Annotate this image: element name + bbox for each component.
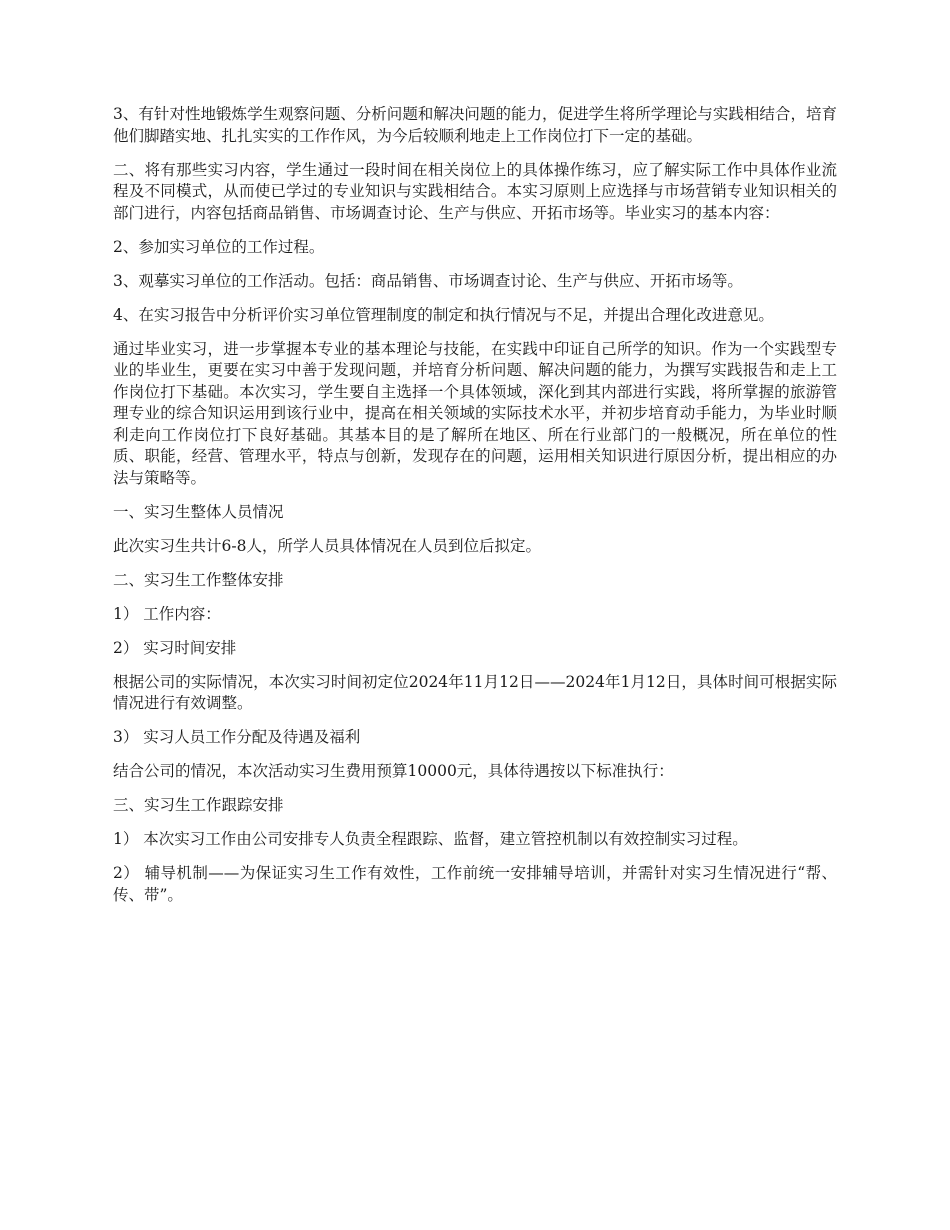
list-item-work-content: 1） 工作内容： <box>113 604 221 623</box>
section-heading-tracking: 三、实习生工作跟踪安排 <box>113 796 284 814</box>
paragraph-content-item-4: 4、在实习报告中分析评价实习单位管理制度的制定和执行情况与不足，并提出合理化改进意见。 <box>113 305 774 324</box>
paragraph-budget: 结合公司的情况，本次活动实习生费用预算10000元，具体待遇按以下标准执行： <box>113 762 674 780</box>
paragraph-objective-3: 3、有针对性地锻炼学生观察问题、分析问题和解决问题的能力，促进学生将所学理论与实践相结合，培育他们脚踏实地、扎扎实实的工作作风，为今后较顺利地走上工作岗位打下一定的基础。 <box>113 105 837 145</box>
paragraph-schedule-detail: 根据公司的实际情况，本次实习时间初定位2024年11月12日——2024年1月12日，具体时间可根据实际情况进行有效调整。 <box>113 672 837 712</box>
paragraph-purpose: 通过毕业实习，进一步掌握本专业的基本理论与技能，在实践中印证自己所学的知识。作为一个实践型专业的毕业生，更要在实习中善于发现问题，并培育分析问题、解决问题的能力，为撰写实践报告和走上工作岗位打下基础。本次实习，学生要自主选择一个具体领域，深化到其内部进行实践，将所掌握的旅游管理专业的综合知识运用到该行业中，提高在相关领域的实际技术水平，并初步培育动手能力，为毕业时顺利走向工作岗位打下良好基础。其基本目的是了解所在地区、所在行业部门的一般概况，所在单位的性质、职能，经营、管理水平，特点与创新，发现存在的问题，运用相关知识进行原因分析，提出相应的办法与策略等。 <box>113 339 837 487</box>
list-item-supervision: 1） 本次实习工作由公司安排专人负责全程跟踪、监督，建立管控机制以有效控制实习过程。 <box>113 830 748 848</box>
list-item-mentoring: 2） 辅导机制——为保证实习生工作有效性，工作前统一安排辅导培训，并需针对实习生情况进行“帮、传、带”。 <box>113 864 837 904</box>
list-item-schedule: 2） 实习时间安排 <box>113 638 237 657</box>
document-body <box>113 104 837 919</box>
paragraph-content-item-2: 2、参加实习单位的工作过程。 <box>113 237 325 256</box>
paragraph-staff-count: 此次实习生共计6-8人，所学人员具体情况在人员到位后拟定。 <box>113 536 541 555</box>
section-heading-staff: 一、实习生整体人员情况 <box>113 502 284 521</box>
section-heading-arrangement: 二、实习生工作整体安排 <box>113 570 284 589</box>
paragraph-internship-content: 二、将有那些实习内容，学生通过一段时间在相关岗位上的具体操作练习，应了解实际工作中具体作业流程及不同模式，从而使已学过的专业知识与实践相结合。本实习原则上应选择与市场营销专业知识相关的部门进行，内容包括商品销售、市场调查讨论、生产与供应、开拓市场等。毕业实习的基本内容： <box>113 160 837 222</box>
paragraph-content-item-3: 3、观摹实习单位的工作活动。包括：商品销售、市场调查讨论、生产与供应、开拓市场等。 <box>113 271 743 290</box>
list-item-allocation: 3） 实习人员工作分配及待遇及福利 <box>113 728 361 746</box>
